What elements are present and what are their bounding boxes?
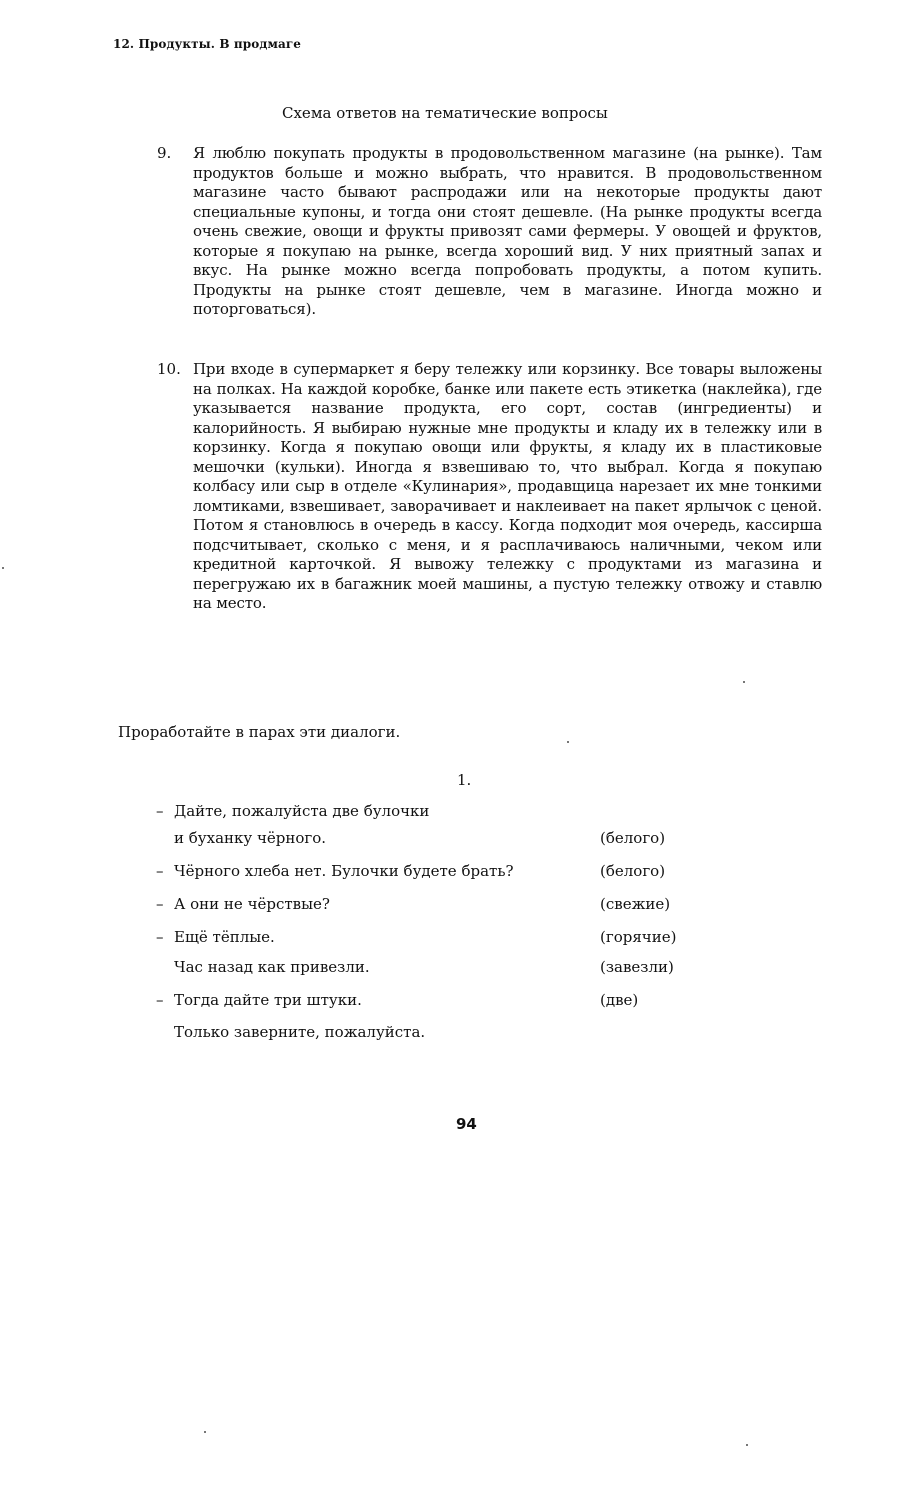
answer-item: [157, 144, 822, 320]
answer-number: 9.: [157, 144, 172, 162]
dialogue-dash: –: [156, 991, 164, 1009]
dialogue-alternative: (свежие): [600, 895, 671, 913]
dialogue-line: [156, 991, 696, 1013]
answer-text: Я люблю покупать продукты в продовольственном магазине (на рынке). Там продуктов больше и можно выбрать, что нравится. В продовольственном магазине часто бывают распродажи или на некоторые продукты дают специальные купоны, и тогда они стоят дешевле. (На рынке продукты всегда очень свежие, овощи и фрукты привозят сами фермеры. У овощей и фруктов, которые я покупаю на рынке, всегда хороший вид. У них приятный запах и вкус. На рынке можно всегда попробовать продукты, а потом купить. Продукты на рынке стоят дешевле, чем в магазине. Иногда можно и поторговаться).: [193, 144, 822, 318]
dialogue-alternative: (завезли): [600, 958, 674, 976]
page-number: 94: [456, 1115, 477, 1133]
scan-speck: [2, 567, 4, 569]
dialogue-line: [156, 802, 696, 824]
dialogue-number: 1.: [457, 771, 472, 789]
dialogue-text: Час назад как привезли.: [174, 958, 370, 976]
answer-text: При входе в супермаркет я беру тележку или корзинку. Все товары выложены на полках. На каждой коробке, банке или пакете есть этикетка (наклейка), где указывается название продукта, его сорт, состав (ингредиенты) и калорийность. Я выбираю нужные мне продукты и кладу их в тележку или в корзинку. Когда я покупаю овощи или фрукты, я кладу их в пластиковые мешочки (кульки). Иногда я взвешиваю то, что выбрал. Когда я покупаю колбасу или сыр в отделе «Кулинария», продавщица нарезает их мне тонкими ломтиками, взвешивает, заворачивает и наклеивает на пакет ярлычок с ценой. Потом я становлюсь в очередь в кассу. Когда подходит моя очередь, кассирша подсчитывает, сколько с меня, и я расплачиваюсь наличными, чеком или кредитной карточкой. Я вывожу тележку с продуктами из магазина и перегружаю их в багажник моей машины, а пустую тележку отвожу и ставлю на место.: [193, 360, 822, 612]
dialogue-line: [156, 958, 696, 980]
answer-number: 10.: [157, 360, 181, 378]
dialogue-line: [156, 829, 696, 851]
exercise-instruction: Проработайте в парах эти диалоги.: [118, 723, 401, 741]
dialogue-dash: –: [156, 928, 164, 946]
dialogue-text: Чёрного хлеба нет. Булочки будете брать?: [174, 862, 514, 880]
running-header: 12. Продукты. В продмаге: [113, 37, 302, 51]
dialogue-text: Дайте, пожалуйста две булочки: [174, 802, 430, 820]
dialogue-text: Ещё тёплые.: [174, 928, 275, 946]
dialogue-line: [156, 1023, 696, 1045]
section-title: Схема ответов на тематические вопросы: [282, 104, 608, 122]
dialogue-alternative: (две): [600, 991, 639, 1009]
dialogue-text: Тогда дайте три штуки.: [174, 991, 362, 1009]
scan-speck: [567, 741, 569, 743]
dialogue-line: [156, 895, 696, 917]
scan-speck: [746, 1444, 748, 1446]
dialogue-line: [156, 928, 696, 950]
dialogue-text: и буханку чёрного.: [174, 829, 327, 847]
dialogue-dash: –: [156, 862, 164, 880]
dialogue-dash: –: [156, 895, 164, 913]
scan-speck: [204, 1431, 206, 1433]
scan-speck: [743, 681, 745, 683]
dialogue-text: А они не чёрствые?: [174, 895, 330, 913]
dialogue-dash: –: [156, 802, 164, 820]
dialogue-text: Только заверните, пожалуйста.: [174, 1023, 426, 1041]
dialogue-alternative: (белого): [600, 862, 666, 880]
dialogue-alternative: (горячие): [600, 928, 677, 946]
dialogue-line: [156, 862, 696, 884]
answer-item: [157, 360, 822, 614]
dialogue-alternative: (белого): [600, 829, 666, 847]
